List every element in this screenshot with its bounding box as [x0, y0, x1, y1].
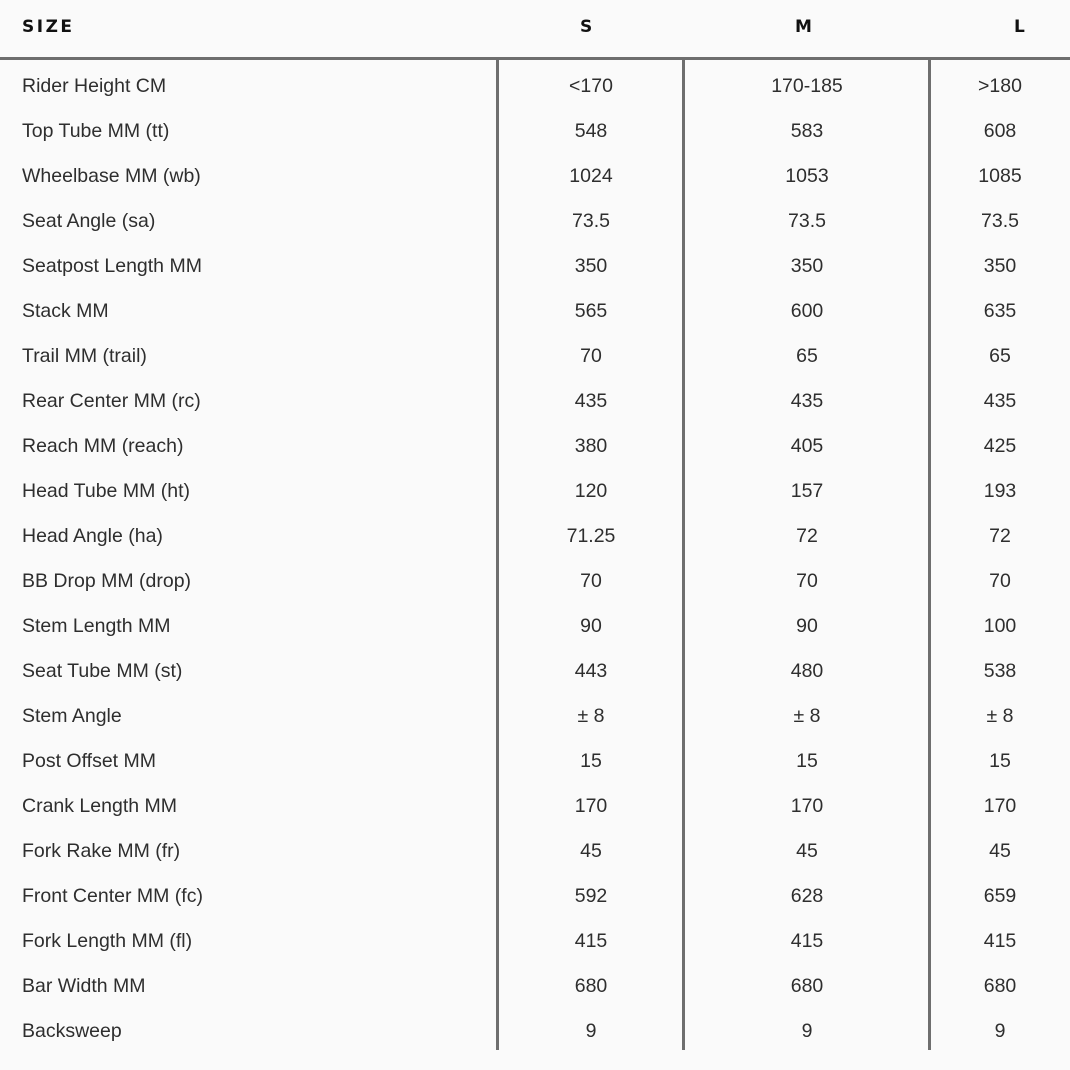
- row-label: Wheelbase MM (wb): [22, 165, 201, 187]
- value-size-m: 170: [790, 795, 824, 817]
- value-size-m: 15: [796, 750, 818, 772]
- row-label: Rider Height CM: [22, 75, 167, 97]
- row-label: Head Angle (ha): [22, 525, 163, 547]
- value-size-l: 415: [983, 930, 1017, 952]
- table-row: [0, 740, 1070, 785]
- value-size-l: 73.5: [981, 210, 1019, 232]
- table-row: [0, 830, 1070, 875]
- value-size-m: 415: [790, 930, 824, 952]
- value-size-m: 600: [790, 300, 824, 322]
- value-size-s: 70: [580, 570, 602, 592]
- value-size-m: 350: [790, 255, 824, 277]
- value-size-s: 15: [580, 750, 602, 772]
- header-size-l: L: [1014, 17, 1025, 37]
- header-size: SIZE: [22, 17, 75, 37]
- value-size-m: 72: [796, 525, 818, 547]
- value-size-s: 443: [574, 660, 608, 682]
- value-size-l: 1085: [978, 165, 1022, 187]
- value-size-s: 680: [574, 975, 608, 997]
- row-label: Seat Tube MM (st): [22, 660, 183, 682]
- value-size-s: 120: [574, 480, 608, 502]
- row-label: Fork Length MM (fl): [22, 930, 193, 952]
- row-label: Crank Length MM: [22, 795, 177, 817]
- row-label: Stem Angle: [22, 705, 122, 727]
- value-size-l: 193: [983, 480, 1017, 502]
- value-size-m: ± 8: [793, 705, 821, 727]
- table-row: [0, 515, 1070, 560]
- row-label: Rear Center MM (rc): [22, 390, 201, 412]
- row-label: Fork Rake MM (fr): [22, 840, 181, 862]
- table-row: [0, 290, 1070, 335]
- value-size-s: 45: [580, 840, 602, 862]
- value-size-m: 405: [790, 435, 824, 457]
- value-size-l: 72: [989, 525, 1011, 547]
- table-row: [0, 965, 1070, 1010]
- value-size-s: 565: [574, 300, 608, 322]
- table-row: [0, 200, 1070, 245]
- table-row: [0, 425, 1070, 470]
- value-size-m: 45: [796, 840, 818, 862]
- value-size-l: 70: [989, 570, 1011, 592]
- row-label: Post Offset MM: [22, 750, 157, 772]
- value-size-l: 9: [994, 1020, 1006, 1042]
- row-label: Trail MM (trail): [22, 345, 147, 367]
- value-size-m: 435: [790, 390, 824, 412]
- value-size-l: 170: [983, 795, 1017, 817]
- header-size-s: S: [580, 17, 593, 37]
- value-size-s: 1024: [569, 165, 613, 187]
- table-row: [0, 560, 1070, 605]
- value-size-s: 71.25: [566, 525, 616, 547]
- table-row: [0, 695, 1070, 740]
- value-size-l: 65: [989, 345, 1011, 367]
- value-size-l: 635: [983, 300, 1017, 322]
- row-label: Stack MM: [22, 300, 109, 322]
- value-size-l: 435: [983, 390, 1017, 412]
- table-row: [0, 605, 1070, 650]
- table-row: [0, 470, 1070, 515]
- row-label: Top Tube MM (tt): [22, 120, 170, 142]
- value-size-s: 9: [585, 1020, 597, 1042]
- row-label: Seat Angle (sa): [22, 210, 156, 232]
- value-size-s: 90: [580, 615, 602, 637]
- value-size-m: 680: [790, 975, 824, 997]
- value-size-l: >180: [978, 75, 1022, 97]
- value-size-l: 608: [983, 120, 1017, 142]
- table-header: [0, 0, 1070, 57]
- table-row: [0, 650, 1070, 695]
- table-row: [0, 155, 1070, 200]
- value-size-m: 73.5: [788, 210, 826, 232]
- value-size-s: <170: [569, 75, 613, 97]
- value-size-m: 170-185: [771, 75, 843, 97]
- value-size-s: 435: [574, 390, 608, 412]
- value-size-s: 350: [574, 255, 608, 277]
- table-row: [0, 65, 1070, 110]
- value-size-m: 65: [796, 345, 818, 367]
- table-row: [0, 245, 1070, 290]
- value-size-l: 659: [983, 885, 1017, 907]
- value-size-m: 583: [790, 120, 824, 142]
- header-divider: [0, 57, 1070, 60]
- value-size-m: 628: [790, 885, 824, 907]
- table-body: [0, 65, 1070, 1055]
- value-size-s: 592: [574, 885, 608, 907]
- value-size-s: 415: [574, 930, 608, 952]
- table-row: [0, 1010, 1070, 1055]
- row-label: Seatpost Length MM: [22, 255, 202, 277]
- value-size-s: 380: [574, 435, 608, 457]
- value-size-l: 350: [983, 255, 1017, 277]
- value-size-m: 9: [801, 1020, 813, 1042]
- row-label: Front Center MM (fc): [22, 885, 203, 907]
- row-label: Reach MM (reach): [22, 435, 184, 457]
- value-size-s: 70: [580, 345, 602, 367]
- value-size-l: 538: [983, 660, 1017, 682]
- row-label: Backsweep: [22, 1020, 122, 1042]
- value-size-s: ± 8: [577, 705, 605, 727]
- value-size-m: 90: [796, 615, 818, 637]
- table-row: [0, 785, 1070, 830]
- table-row: [0, 920, 1070, 965]
- value-size-l: 100: [983, 615, 1017, 637]
- row-label: BB Drop MM (drop): [22, 570, 192, 592]
- value-size-s: 73.5: [572, 210, 610, 232]
- row-label: Head Tube MM (ht): [22, 480, 190, 502]
- table-row: [0, 875, 1070, 920]
- header-size-m: M: [795, 17, 812, 37]
- value-size-l: 45: [989, 840, 1011, 862]
- value-size-m: 70: [796, 570, 818, 592]
- value-size-l: ± 8: [986, 705, 1014, 727]
- value-size-l: 15: [989, 750, 1011, 772]
- value-size-s: 548: [574, 120, 608, 142]
- value-size-l: 680: [983, 975, 1017, 997]
- table-row: [0, 110, 1070, 155]
- row-label: Bar Width MM: [22, 975, 146, 997]
- table-row: [0, 380, 1070, 425]
- table-row: [0, 335, 1070, 380]
- value-size-s: 170: [574, 795, 608, 817]
- value-size-l: 425: [983, 435, 1017, 457]
- value-size-m: 157: [790, 480, 824, 502]
- value-size-m: 1053: [785, 165, 829, 187]
- row-label: Stem Length MM: [22, 615, 171, 637]
- value-size-m: 480: [790, 660, 824, 682]
